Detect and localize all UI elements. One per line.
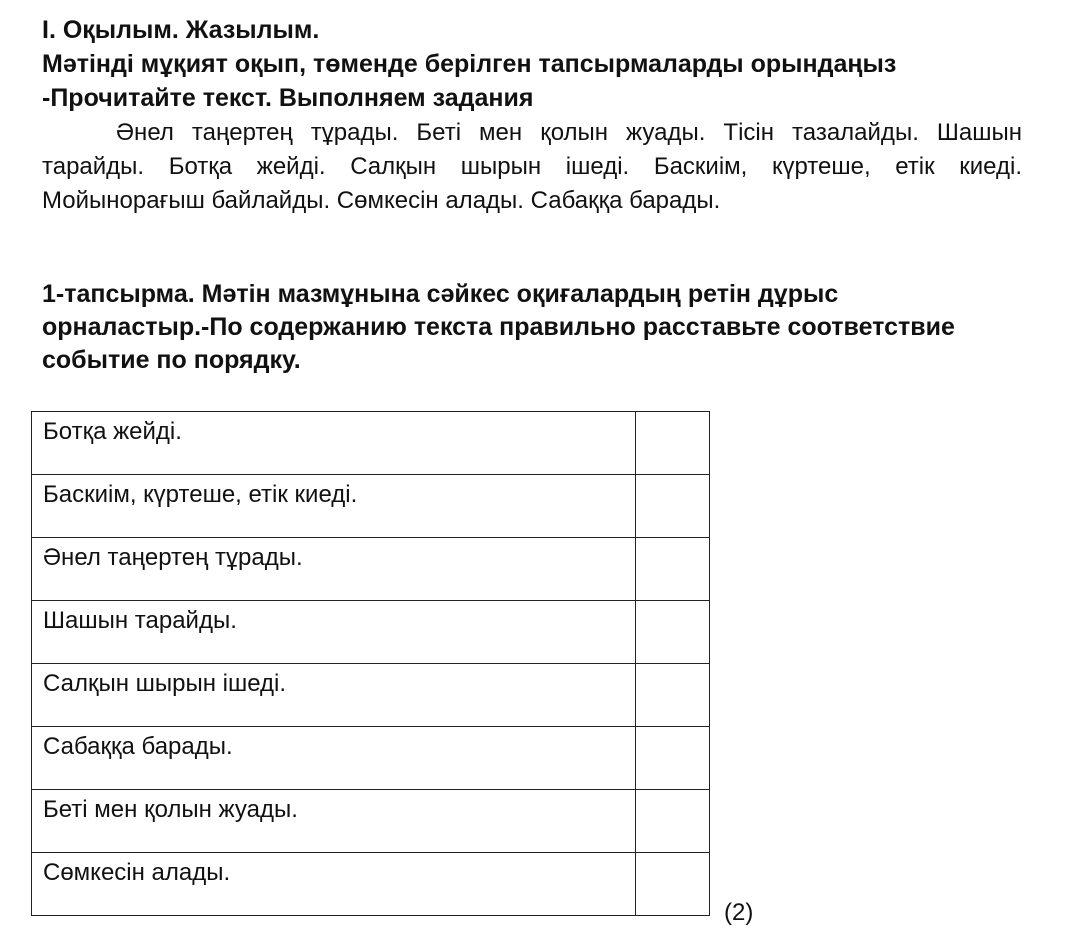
event-cell: Баскиім, күртеше, етік киеді. (32, 475, 636, 538)
event-cell: Сабаққа барады. (32, 727, 636, 790)
event-cell: Беті мен қолын жуады. (32, 790, 636, 853)
table-row (32, 853, 710, 916)
order-answer-cell[interactable] (636, 853, 710, 916)
order-answer-cell[interactable] (636, 727, 710, 790)
table-row (32, 601, 710, 664)
event-cell: Әнел таңертең тұрады. (32, 538, 636, 601)
instruction-kazakh: Мәтінді мұқият оқып, төменде берілген тапсырмаларды орындаңыз (42, 50, 897, 78)
order-answer-cell[interactable] (636, 475, 710, 538)
task-1-instruction: 1-тапсырма. Мәтін мазмұнына сәйкес оқиғалардың ретін дұрыс орналастыр.-По содержанию текста правильно расставьте соответствие событие по порядку. (42, 280, 955, 374)
order-answer-cell[interactable] (636, 790, 710, 853)
event-cell: Ботқа жейді. (32, 412, 636, 475)
table-row (32, 664, 710, 727)
instruction-russian: -Прочитайте текст. Выполняем задания (42, 84, 534, 112)
score-label: (2) (724, 899, 754, 926)
event-cell: Сөмкесін алады. (32, 853, 636, 916)
section-title: І. Оқылым. Жазылым. (42, 16, 320, 44)
event-cell: Шашын тарайды. (32, 601, 636, 664)
order-answer-cell[interactable] (636, 538, 710, 601)
table-row (32, 538, 710, 601)
order-answer-cell[interactable] (636, 664, 710, 727)
event-order-table (31, 411, 710, 916)
order-answer-cell[interactable] (636, 601, 710, 664)
order-answer-cell[interactable] (636, 412, 710, 475)
table-row (32, 412, 710, 475)
reading-passage: Әнел таңертең тұрады. Беті мен қолын жуады. Тісін тазалайды. Шашын тарайды. Ботқа жейді. Салқын шырын ішеді. Баскиім, күртеше, етік киеді. Мойынорағыш байлайды. Сөмкесін алады. Сабаққа барады. (42, 119, 1022, 214)
table-row (32, 727, 710, 790)
table-row (32, 475, 710, 538)
table-row (32, 790, 710, 853)
event-cell: Салқын шырын ішеді. (32, 664, 636, 727)
